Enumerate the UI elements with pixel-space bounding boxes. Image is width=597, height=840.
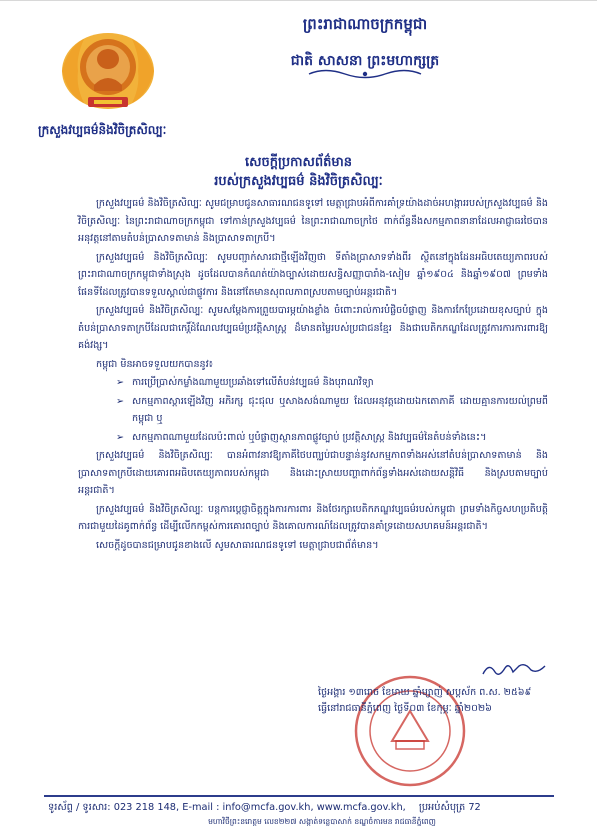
announcement-body <box>78 195 548 555</box>
paragraph: សេចក្តីដូចបានជម្រាបជូនខាងលើ សូមសាធារណជនទូទៅ មេត្តាជ្រាបជាព័ត៌មាន។ <box>96 539 379 551</box>
solar-date: ធ្វើនៅរាជធានីភ្នំពេញ ថ្ងៃទី០៣ ខែកុម្ភៈ ឆ្នាំ២០២៦ <box>318 703 492 714</box>
contact-label: ទូរស័ព្ទ / ទូរសារ: <box>48 802 111 813</box>
signature-icon <box>479 660 549 680</box>
lunar-date: ថ្ងៃអង្គារ ១៣រោច ខែមាឃ ឆ្នាំម្សាញ់ សប្តស័ក ព.ស. ២៥៦៩ <box>318 687 532 698</box>
unacceptable-list <box>116 374 548 446</box>
ministry-name: ក្រសួងវប្បធម៌និងវិចិត្រសិល្បៈ <box>38 123 167 137</box>
announcement-title <box>0 153 597 191</box>
po-box-number: 72 <box>468 802 481 813</box>
footer-address: មហាវិថីព្រះនរោត្តម លេខ២២៧ សង្កាត់ទន្លេបាសាក់ ខណ្ឌចំការមន រាជធានីភ្នំពេញ <box>208 817 436 826</box>
footer-contact <box>48 800 558 815</box>
title-line-1: សេចក្តីប្រកាសព័ត៌មាន <box>244 155 353 170</box>
list-item: ➢ សកម្មភាពស្តារឡើងវិញ អភិរក្ស ជុះជុល ឬសាងសង់ណាមួយ ដែលអនុវត្តដោយឯកតោភាគី ដោយគ្មានការយល់ព្រមពីកម្ពុជា ឬ <box>116 393 548 428</box>
paragraph: ក្រសួងវប្បធម៌ និងវិចិត្រសិល្បៈ បន្តការប្តេជ្ញាចិត្តក្នុងការការពារ និងថែរក្សាបេតិកភណ្ឌវប្បធម៌របស់កម្ពុជា ព្រមទាំងកិច្ចសហប្រតិបត្តិការជាមួយដៃគូពាក់ព័ន្ធ ដើម្បីលើកកម្ពស់ការគោរពច្បាប់ និងគោលការណ៍ដែលត្រូវបានគាំទ្រដោយសហគមន៍អន្តរជាតិ។ <box>78 503 548 532</box>
motto-line: ជាតិ សាសនា ព្រះមហាក្សត្រ <box>290 53 440 69</box>
po-box-label: ប្រអប់សំបុត្រ <box>418 802 466 813</box>
website-link[interactable]: www.mcfa.gov.kh, <box>316 802 406 813</box>
paragraph: ក្រសួងវប្បធម៌ និងវិចិត្រសិល្បៈ សូមជម្រាបជូនសាធារណជនទូទៅ មេត្តាជ្រាបអំពីការគាំទ្រយ៉ាងដាច់អហង្ការរបស់ក្រសួងវប្បធម៌ និងវិចិត្រសិល្បៈ នៃព្រះរាជាណាចក្រកម្ពុជា ទៅកាន់ក្រសួងវប្បធម៌ នៃព្រះរាជាណាចក្រថៃ ពាក់ព័ន្ធនឹងសកម្មភាពនានាដែលអាជ្ញាធរថៃបានអនុវត្តនៅតាមតំបន់ប្រាសាទតាមាន់ និងប្រាសាទតាក្របី។ <box>78 198 548 244</box>
bullet-arrow-icon: ➢ <box>116 431 125 443</box>
paragraph: ក្រសួងវប្បធម៌ និងវិចិត្រសិល្បៈ សូមសម្តែងការព្រួយបារម្ភយ៉ាងខ្លាំង ចំពោះរាល់ការបំផ្លិចបំផ្លាញ និងការកែប្រែដោយខុសច្បាប់ ក្នុងតំបន់ប្រាសាទតាក្របីដែលជាកេរ្តិ៍ដំណែលវប្បធម៌ប្រវត្តិសាស្ត្រ ដ៏មានតម្លៃរបស់ប្រជាជនខ្មែរ និងជាបេតិកភណ្ឌដែលត្រូវការការការពារឱ្យគង់វង្ស។ <box>78 305 548 351</box>
paragraph: ក្រសួងវប្បធម៌ និងវិចិត្រសិល្បៈ បានអំពាវនាវឱ្យភាគីថៃបញ្ឈប់ជាបន្ទាន់នូវសកម្មភាពទាំងអស់នៅតំបន់ប្រាសាទតាមាន់ និងប្រាសាទតាក្របីដោយគោរពអធិបតេយ្យភាពរបស់កម្ពុជា និងដោះស្រាយបញ្ហាពាក់ព័ន្ធទាំងអស់ដោយសន្តិវិធី និងស្របតាមច្បាប់អន្តរជាតិ។ <box>78 450 548 496</box>
email-label: , E-mail : <box>176 802 220 813</box>
email-link[interactable]: info@mcfa.gov.kh, <box>222 802 314 813</box>
bullet-arrow-icon: ➢ <box>116 395 125 407</box>
kingdom-header <box>200 15 530 72</box>
ministry-emblem-icon <box>58 27 158 115</box>
date-block <box>318 685 548 717</box>
paragraph: ក្រសួងវប្បធម៌ និងវិចិត្រសិល្បៈ សូមបញ្ជាក់សារជាថ្មីឡើងវិញថា ទីតាំងប្រាសាទទាំងពីរ ស្ថិតនៅក្នុងដែនអធិបតេយ្យភាពរបស់ព្រះរាជាណាចក្រកម្ពុជាទាំងស្រុង ដូចដែលបានកំណត់យ៉ាងច្បាស់ដោយសន្ធិសញ្ញាបារាំង-សៀម ឆ្នាំ១៩០៤ និងឆ្នាំ១៩០៧ ព្រមទាំងផែនទីដែលត្រូវបានទទួលស្គាល់ជាផ្លូវការ និងនៅតែមានសុពលភាពស្របតាមច្បាប់អន្តរជាតិ។ <box>78 251 548 298</box>
list-item: ➢ ការប្រើប្រាស់កម្លាំងណាមួយប្រឆាំងទៅលើតំបន់វប្បធម៌ និងបុរាណវិទ្យា <box>116 374 548 392</box>
list-item: ➢ សកម្មភាពណាមួយដែលប៉ះពាល់ ឬបំផ្លាញស្ថានភាពផ្លូវច្បាប់ ប្រវត្តិសាស្ត្រ និងវប្បធម៌នៃតំបន់ទាំងនេះ។ <box>116 429 548 447</box>
bullet-arrow-icon: ➢ <box>116 377 125 388</box>
footer-divider <box>44 795 554 797</box>
title-line-2: របស់ក្រសួងវប្បធម៌ និងវិចិត្រសិល្បៈ <box>214 174 383 189</box>
paragraph: កម្ពុជា មិនអាចទទួលយកបាននូវ៖ <box>96 358 213 370</box>
kingdom-line: ព្រះរាជាណាចក្រកម្ពុជា <box>302 15 428 33</box>
decorative-flourish-icon <box>305 67 425 81</box>
phone-number: 023 218 148 <box>113 802 177 813</box>
